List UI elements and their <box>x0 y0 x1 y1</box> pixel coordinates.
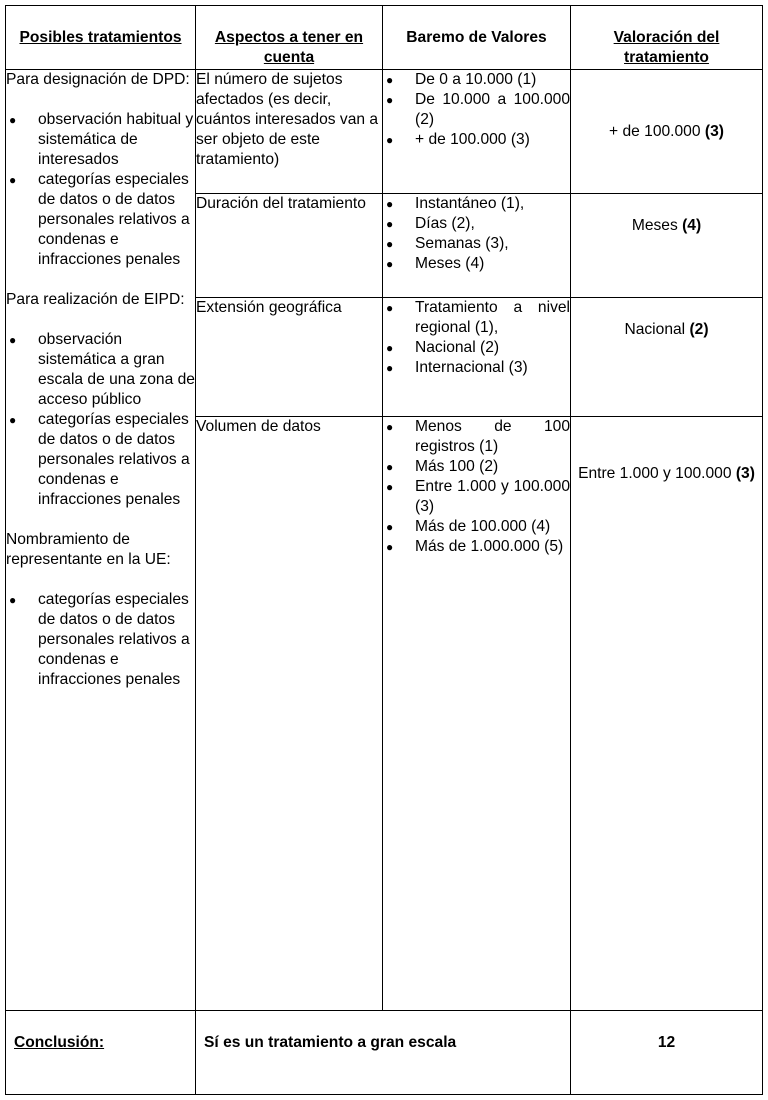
valor-cell <box>571 417 763 1011</box>
list-item: ● Más de 1.000.000 (5) <box>383 537 570 557</box>
list-item: ● Meses (4) <box>383 254 570 274</box>
table-row <box>6 70 763 194</box>
list-item: ● Semanas (3), <box>383 234 570 254</box>
baremo-cell <box>383 298 571 417</box>
valor-score: (4) <box>682 217 702 234</box>
section-list-dpd <box>6 110 195 270</box>
header-valoracion: Valoración del tratamiento <box>571 6 763 70</box>
section-title-representante: Nombramiento de representante en la UE: <box>6 531 171 568</box>
valor-score: (3) <box>704 122 724 140</box>
baremo-cell <box>383 417 571 1011</box>
conclusion-row <box>6 1011 763 1095</box>
list-item: ● Más de 100.000 (4) <box>383 517 570 537</box>
aspect-cell: Duración del tratamiento <box>196 194 383 298</box>
list-item: ● Más 100 (2) <box>383 457 570 477</box>
list-item: ● Nacional (2) <box>383 338 570 358</box>
section-list-eipd <box>6 330 195 510</box>
list-item: ● Menos de 100 registros (1) <box>383 417 570 457</box>
valor-score: (2) <box>689 321 709 338</box>
header-posibles-tratamientos: Posibles tratamientos <box>6 6 196 70</box>
header-aspectos: Aspectos a tener en cuenta <box>196 6 383 70</box>
aspect-cell: Extensión geográfica <box>196 298 383 417</box>
section-title-dpd: Para designación de DPD: <box>6 71 190 88</box>
list-item: ● categorías especiales de datos o de datos personales relativos a condenas e infracciones penales <box>6 170 195 270</box>
valor-text: Nacional <box>624 321 690 338</box>
list-item: ● Entre 1.000 y 100.000 (3) <box>383 477 570 517</box>
aspect-cell: El número de sujetos afectados (es decir, cuántos interesados van a ser objeto de este tratamiento) <box>196 70 383 194</box>
list-item: ● Días (2), <box>383 214 570 234</box>
valor-text: Entre 1.000 y 100.000 <box>578 465 736 482</box>
valor-cell <box>571 298 763 417</box>
list-item: ● categorías especiales de datos o de datos personales relativos a condenas e infracciones penales <box>6 410 195 510</box>
list-item: ● + de 100.000 (3) <box>383 130 570 150</box>
treatments-cell <box>6 70 196 1011</box>
list-item: ● categorías especiales de datos o de datos personales relativos a condenas e infracciones penales <box>6 590 195 690</box>
list-item: ● De 10.000 a 100.000 (2) <box>383 90 570 130</box>
section-title-eipd: Para realización de EIPD: <box>6 291 185 308</box>
valor-text: + de 100.000 <box>609 122 705 140</box>
conclusion-label: Conclusión: <box>6 1011 196 1095</box>
baremo-cell <box>383 70 571 194</box>
valor-score: (3) <box>735 465 755 482</box>
aspect-cell: Volumen de datos <box>196 417 383 1011</box>
list-item: ● observación habitual y sistemática de interesados <box>6 110 195 170</box>
valor-cell <box>571 70 763 194</box>
section-list-representante <box>6 590 195 690</box>
list-item: ● Tratamiento a nivel regional (1), <box>383 298 570 338</box>
conclusion-statement: Sí es un tratamiento a gran escala <box>196 1011 571 1095</box>
valor-text: Meses <box>631 217 683 234</box>
list-item: ● Internacional (3) <box>383 358 570 378</box>
list-item: ● Instantáneo (1), <box>383 194 570 214</box>
valuation-table <box>5 5 763 1095</box>
header-baremo: Baremo de Valores <box>383 6 571 70</box>
baremo-cell <box>383 194 571 298</box>
list-item: ● observación sistemática a gran escala de una zona de acceso público <box>6 330 195 410</box>
conclusion-total: 12 <box>571 1011 763 1095</box>
valor-cell <box>571 194 763 298</box>
header-row <box>6 6 763 70</box>
list-item: ● De 0 a 10.000 (1) <box>383 70 570 90</box>
